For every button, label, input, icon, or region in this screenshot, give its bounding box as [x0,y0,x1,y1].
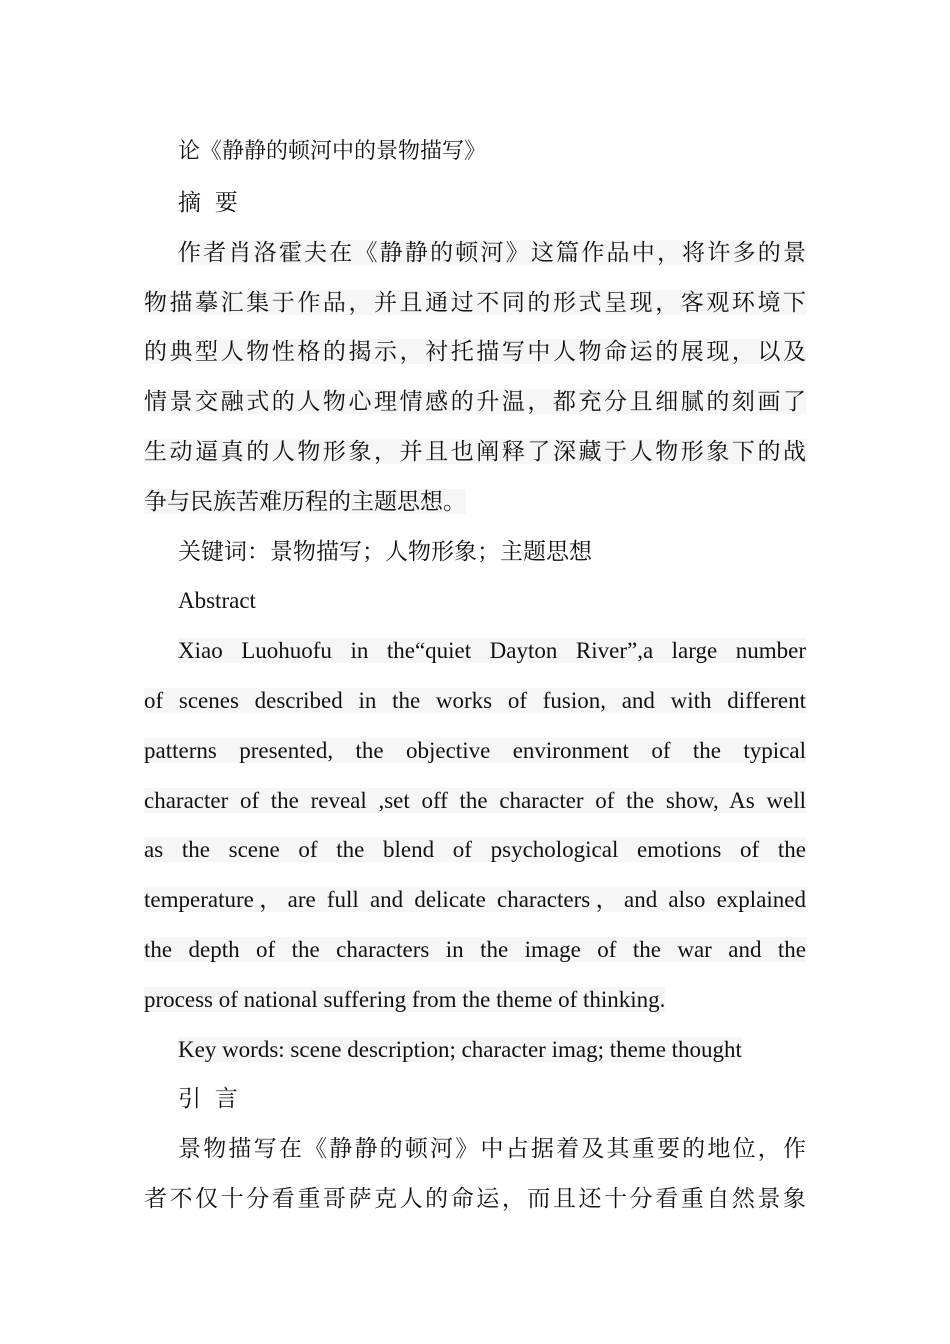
paragraph-line: patterns presented, the objective environment of the typical [144,737,806,763]
paragraph-line: temperature，are full and delicate characters，and also explained [144,887,806,913]
paragraph-line: 生动逼真的人物形象，并且也阐释了深藏于人物形象下的战 [144,438,806,464]
document-title: 论《静静的顿河中的景物描写》 [178,139,487,164]
document-page [144,126,806,1224]
paragraph-line: 情景交融式的人物心理情感的升温，都充分且细腻的刻画了 [144,389,806,415]
paragraph-line: as the scene of the blend of psychological emotions of the [144,837,806,863]
intro-heading: 引 言 [178,1086,242,1112]
intro-paragraph [144,1124,806,1224]
paragraph-line: 的典型人物性格的揭示，衬托描写中人物命运的展现，以及 [144,339,806,365]
paragraph-line: the depth of the characters in the image of the war and the [144,936,806,962]
paragraph-line: process of national suffering from the theme of thinking. [144,986,666,1012]
abstract-cn-paragraph [144,228,806,527]
paragraph-line: 作者肖洛霍夫在《静静的顿河》这篇作品中，将许多的景 [178,239,806,265]
paragraph-line: Xiao Luohuofu in the“quiet Dayton River”,a large number [178,638,806,664]
abstract-en-heading: Abstract [178,588,256,614]
paragraph-line: 景物描写在《静静的顿河》中占据着及其重要的地位，作 [178,1136,806,1162]
abstract-cn-heading: 摘 要 [178,190,242,215]
paragraph-line: character of the reveal ,set off the character of the show, As well [144,787,806,813]
keywords-en: Key words: scene description; character imag; theme thought [178,1036,742,1062]
paragraph-line: 者不仅十分看重哥萨克人的命运，而且还十分看重自然景象 [144,1185,806,1211]
paragraph-line: 争与民族苦难历程的主题思想。 [144,488,466,514]
paragraph-line: 物描摹汇集于作品，并且通过不同的形式呈现，客观环境下 [144,289,806,315]
keywords-cn: 关键词：景物描写；人物形象；主题思想 [178,538,592,564]
abstract-en-paragraph [144,626,806,1024]
paragraph-line: of scenes described in the works of fusion, and with different [144,687,806,713]
